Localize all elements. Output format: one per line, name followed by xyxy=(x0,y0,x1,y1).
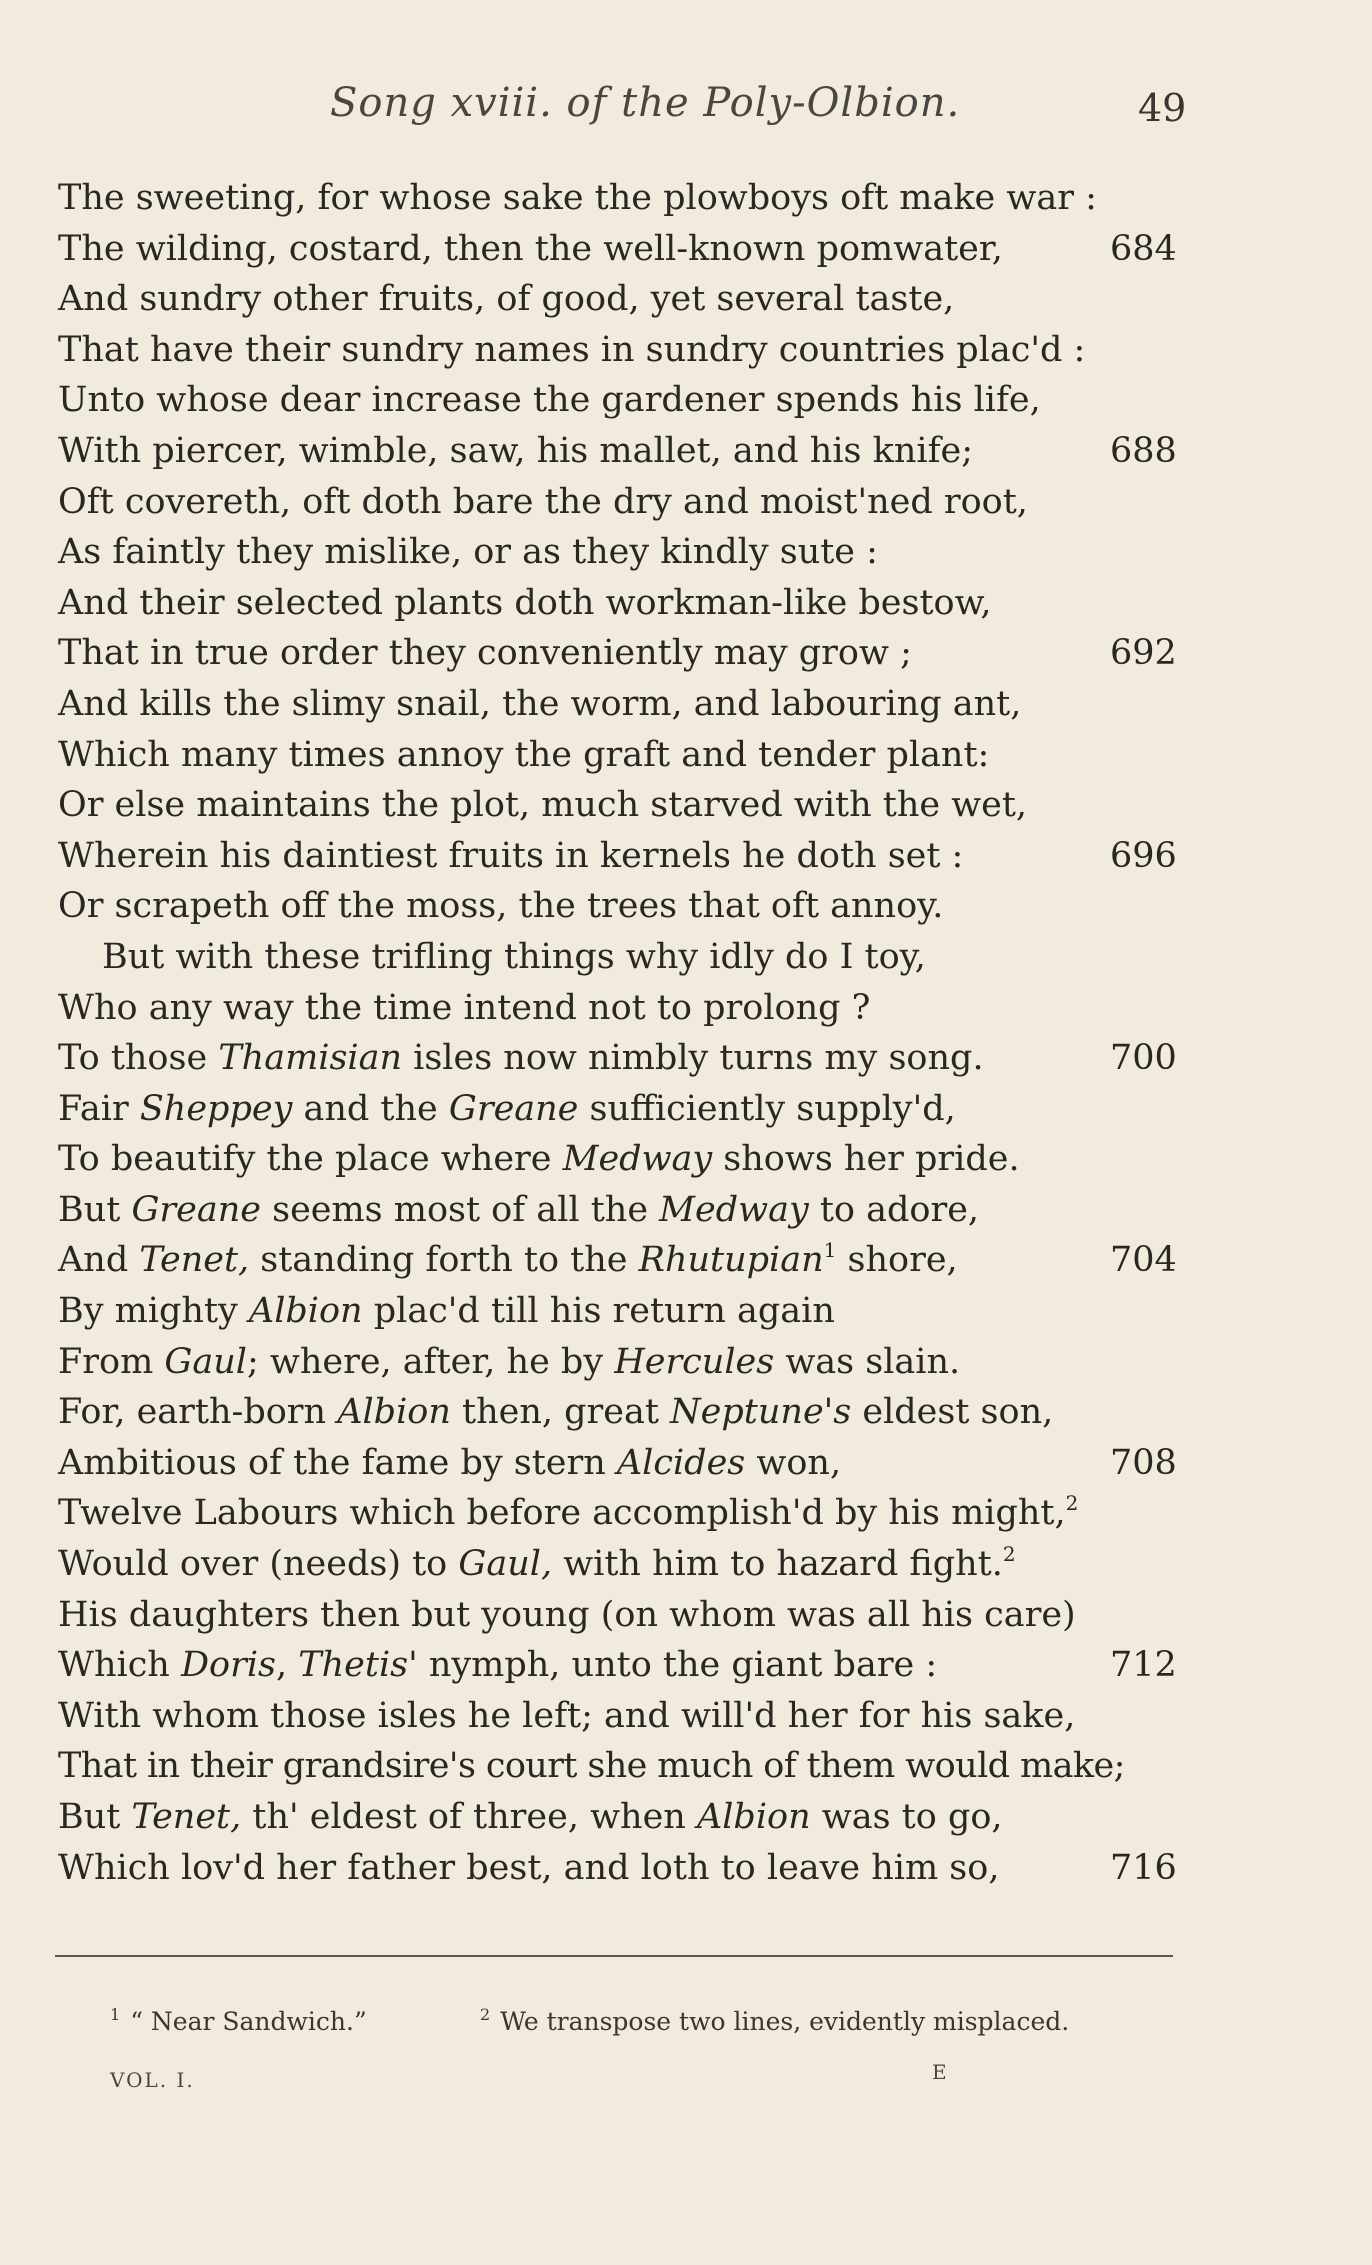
verse-line xyxy=(0,325,1372,376)
verse-line xyxy=(0,1337,1372,1388)
verse-line xyxy=(0,1387,1372,1438)
verse-line xyxy=(0,274,1372,325)
verse-line xyxy=(0,932,1372,983)
verse-line xyxy=(0,679,1372,730)
footnote-2-mark: 2 xyxy=(480,2005,491,2024)
place-name: Thamisian xyxy=(218,1038,403,1079)
verse-line xyxy=(0,1438,1372,1489)
line-text: And Tenet, standing forth to the Rhutupian$^1$ shore, xyxy=(58,1238,958,1281)
line-text: With piercer, wimble, saw, his mallet, and his knife; xyxy=(58,430,974,471)
line-text: And their selected plants doth workman-like bestow, xyxy=(58,582,992,623)
person-name: Doris xyxy=(180,1645,277,1686)
verse-line xyxy=(0,1792,1372,1843)
place-name: Greane xyxy=(131,1189,261,1230)
line-text: Which many times annoy the graft and tender plant: xyxy=(58,734,990,775)
line-text: But Greane seems most of all the Medway to adore, xyxy=(58,1189,980,1230)
verse-line xyxy=(0,730,1372,781)
line-text: Wherein his daintiest fruits in kernels he doth set : xyxy=(58,835,964,876)
line-text: To beautify the place where Medway shows her pride. xyxy=(58,1139,1020,1180)
line-number: 684 xyxy=(1110,228,1177,269)
verse-line xyxy=(0,831,1372,882)
place-name: Gaul, xyxy=(458,1544,553,1585)
line-number: 704 xyxy=(1110,1240,1177,1281)
line-text: From Gaul; where, after, he by Hercules was slain. xyxy=(58,1341,961,1382)
footnote-marker: 2 xyxy=(1002,1542,1016,1567)
verse-line xyxy=(0,1691,1372,1742)
footnote-marker: 1 xyxy=(823,1238,837,1263)
line-text: As faintly they mislike, or as they kindly sute : xyxy=(58,532,878,573)
verse-line xyxy=(0,375,1372,426)
place-name: Tenet, xyxy=(131,1797,242,1837)
verse-line xyxy=(0,1033,1372,1084)
verse-line xyxy=(0,1843,1372,1894)
footnote-divider xyxy=(55,1955,1173,1957)
person-name: Thetis' xyxy=(298,1645,418,1686)
footnote-1 xyxy=(110,2005,367,2036)
line-text: By mighty Albion plac'd till his return again xyxy=(58,1291,835,1332)
page-number: 49 xyxy=(1138,86,1187,130)
verse-line xyxy=(0,527,1372,578)
line-number: 708 xyxy=(1110,1442,1177,1483)
line-text: Or else maintains the plot, much starved with the wet, xyxy=(58,785,1028,826)
volume-label: VOL. I. xyxy=(110,2068,195,2092)
place-name: Sheppey xyxy=(139,1088,293,1129)
line-text: Which lov'd her father best, and loth to leave him so, xyxy=(58,1847,1000,1888)
line-text: Fair Sheppey and the Greane sufficiently supply'd, xyxy=(58,1088,956,1129)
footnote-1-text: “ Near Sandwich.” xyxy=(130,2007,367,2036)
line-text: But Tenet, th' eldest of three, when Albion was to go, xyxy=(58,1797,1003,1837)
person-name: Neptune's xyxy=(670,1392,852,1433)
line-text: Would over (needs) to Gaul, with him to hazard fight.$^2$ xyxy=(58,1542,1016,1585)
line-text: Unto whose dear increase the gardener spends his life, xyxy=(58,380,1041,421)
footnote-2 xyxy=(480,2005,1069,2036)
verse-line xyxy=(0,1235,1372,1286)
line-text: Oft covereth, oft doth bare the dry and moist'ned root, xyxy=(58,481,1028,522)
footnote-1-mark: 1 xyxy=(110,2005,121,2024)
place-name: Rhutupian xyxy=(638,1240,824,1281)
place-name: Gaul xyxy=(164,1341,247,1382)
person-name: Albion xyxy=(248,1291,363,1332)
line-text: Who any way the time intend not to prolong ? xyxy=(58,987,871,1028)
verse-line xyxy=(0,173,1372,224)
line-text: The wilding, costard, then the well-known pomwater, xyxy=(58,228,1003,269)
line-text: And kills the slimy snail, the worm, and labouring ant, xyxy=(58,683,1022,724)
line-text: To those Thamisian isles now nimbly turns my song. xyxy=(58,1038,984,1079)
verse-line xyxy=(0,1134,1372,1185)
place-name: Tenet, xyxy=(139,1240,250,1281)
line-text: His daughters then but young (on whom was all his care) xyxy=(58,1594,1076,1635)
line-text: That have their sundry names in sundry countries plac'd : xyxy=(58,329,1086,370)
footnote-marker: 2 xyxy=(1065,1491,1079,1516)
line-text: Ambitious of the fame by stern Alcides won, xyxy=(58,1442,842,1483)
line-text: Twelve Labours which before accomplish'd by his might,$^2$ xyxy=(58,1491,1079,1534)
line-number: 712 xyxy=(1110,1645,1177,1686)
verse-line xyxy=(0,578,1372,629)
verse-line xyxy=(0,426,1372,477)
line-text: The sweeting, for whose sake the plowboys oft make war : xyxy=(58,178,1097,218)
verse-line xyxy=(0,1185,1372,1236)
page-header xyxy=(0,80,1372,140)
place-name: Greane xyxy=(448,1088,579,1129)
person-name: Alcides xyxy=(616,1442,746,1483)
line-number: 700 xyxy=(1110,1038,1177,1079)
verse-line xyxy=(0,780,1372,831)
line-text: Or scrapeth off the moss, the trees that oft annoy. xyxy=(58,886,944,927)
line-number: 716 xyxy=(1110,1847,1177,1888)
person-name: Hercules xyxy=(614,1341,775,1382)
verse-line xyxy=(0,1590,1372,1641)
verse-line xyxy=(0,1741,1372,1792)
line-text: For, earth-born Albion then, great Neptune's eldest son, xyxy=(58,1392,1054,1433)
line-text: But with these trifling things why idly do I toy, xyxy=(102,936,926,977)
footnote-2-text: We transpose two lines, evidently misplaced. xyxy=(500,2007,1070,2036)
verse-line xyxy=(0,628,1372,679)
verse-line xyxy=(0,1539,1372,1590)
verse-line xyxy=(0,881,1372,932)
verse-block xyxy=(0,173,1372,1893)
line-text: That in true order they conveniently may grow ; xyxy=(58,633,912,674)
verse-line xyxy=(0,477,1372,528)
signature-letter: E xyxy=(932,2060,949,2084)
verse-line xyxy=(0,1084,1372,1135)
place-name: Medway xyxy=(562,1139,713,1180)
line-number: 692 xyxy=(1110,633,1177,674)
place-name: Medway xyxy=(659,1189,809,1230)
line-text: That in their grandsire's court she much of them would make; xyxy=(58,1746,1125,1787)
line-text: With whom those isles he left; and will'd her for his sake, xyxy=(58,1695,1076,1736)
verse-line xyxy=(0,1286,1372,1337)
running-title: Song xviii. of the Poly-Olbion. xyxy=(330,80,961,126)
line-text: And sundry other fruits, of good, yet several taste, xyxy=(58,279,955,320)
line-number: 688 xyxy=(1110,430,1177,471)
line-number: 696 xyxy=(1110,835,1177,876)
verse-line xyxy=(0,983,1372,1034)
verse-line xyxy=(0,224,1372,275)
verse-line xyxy=(0,1488,1372,1539)
person-name: Albion xyxy=(696,1797,811,1837)
person-name: Albion xyxy=(337,1392,451,1433)
line-text: Which Doris, Thetis' nymph, unto the giant bare : xyxy=(58,1645,938,1686)
verse-line xyxy=(0,1640,1372,1691)
